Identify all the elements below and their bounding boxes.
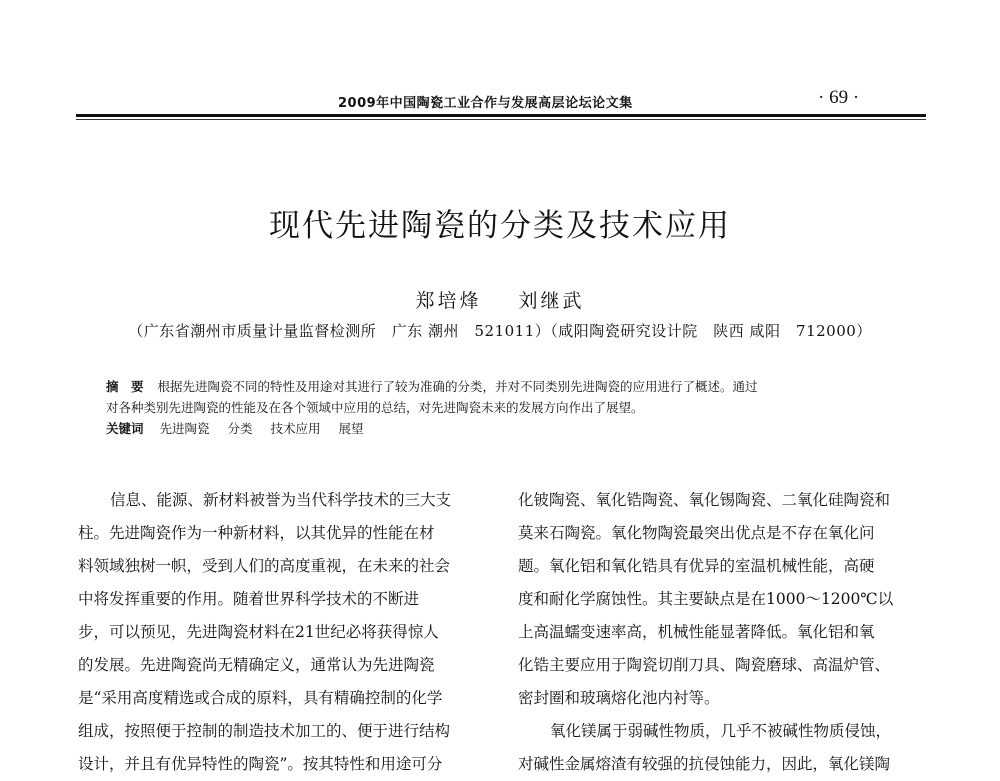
body-line: 化铍陶瓷、氧化锆陶瓷、氧化锡陶瓷、二氧化硅陶瓷和 [518, 491, 891, 509]
header-rule-thick [76, 114, 926, 117]
body-line: 上高温蠕变速率高，机械性能显著降低。氧化铝和氧 [518, 623, 875, 641]
abstract-label: 摘 要 [106, 379, 144, 394]
header-rule-thin [76, 119, 926, 120]
body-line: 信息、能源、新材料被誉为当代科学技术的三大支 [110, 491, 452, 509]
body-line: 氧化镁属于弱碱性物质，几乎不被碱性物质侵蚀， [550, 722, 892, 740]
keywords-line [106, 418, 906, 439]
keyword: 分类 [227, 421, 253, 436]
keyword: 展望 [338, 421, 364, 436]
abstract-line [106, 376, 906, 397]
body-column-left [78, 484, 488, 781]
body-line: 密封圈和玻璃熔化池内衬等。 [518, 689, 720, 707]
running-header [0, 86, 1000, 116]
abstract-block [106, 376, 906, 439]
body-line: 料领域独树一帜，受到人们的高度重视，在未来的社会 [78, 557, 451, 575]
body-line: 步，可以预见，先进陶瓷材料在21世纪必将获得惊人 [78, 623, 439, 641]
author-name: 郑培烽 [415, 290, 482, 312]
body-line: 题。氧化铝和氧化锆具有优异的室温机械性能，高硬 [518, 557, 875, 575]
keywords-label: 关键词 [106, 421, 144, 436]
body-column-right [518, 484, 933, 781]
body-line: 的发展。先进陶瓷尚无精确定义，通常认为先进陶瓷 [78, 656, 435, 674]
body-line: 度和耐化学腐蚀性。其主要缺点是在1000～1200℃以 [518, 590, 894, 608]
body-line: 是“采用高度精选或合成的原料，具有精确控制的化学 [78, 689, 443, 707]
paper-title: 现代先进陶瓷的分类及技术应用 [269, 208, 731, 244]
body-line: 中将发挥重要的作用。随着世界科学技术的不断进 [78, 590, 420, 608]
body-line: 化锆主要应用于陶瓷切削刀具、陶瓷磨球、高温炉管、 [518, 656, 891, 674]
body-line: 对碱性金属熔渣有较强的抗侵蚀能力，因此，氧化镁陶 [518, 755, 891, 773]
body-line: 组成，按照便于控制的制造技术加工的、便于进行结构 [78, 722, 451, 740]
keyword: 先进陶瓷 [159, 421, 210, 436]
body-line: 设计，并且有优异特性的陶瓷”。按其特性和用途可分 [78, 755, 443, 773]
author-name: 刘继武 [518, 290, 585, 312]
abstract-text: 根据先进陶瓷不同的特性及用途对其进行了较为准确的分类，并对不同类别先进陶瓷的应用进行了概述。通过 [157, 379, 758, 394]
body-line: 莫来石陶瓷。氧化物陶瓷最突出优点是不存在氧化问 [518, 524, 875, 542]
keyword: 技术应用 [270, 421, 321, 436]
abstract-line: 对各种类别先进陶瓷的性能及在各个领域中应用的总结，对先进陶瓷未来的发展方向作出了展望。 [106, 400, 644, 415]
page-number: · 69 · [818, 87, 860, 108]
body-line: 柱。先进陶瓷作为一种新材料，以其优异的性能在材 [78, 524, 435, 542]
affiliation: （广东省潮州市质量计量监督检测所 广东 潮州 521011）（咸阳陶瓷研究设计院 陕西 咸阳 712000） [128, 322, 872, 340]
journal-title: 2009年中国陶瓷工业合作与发展高层论坛论文集 [338, 96, 633, 111]
author-list [0, 286, 1000, 313]
